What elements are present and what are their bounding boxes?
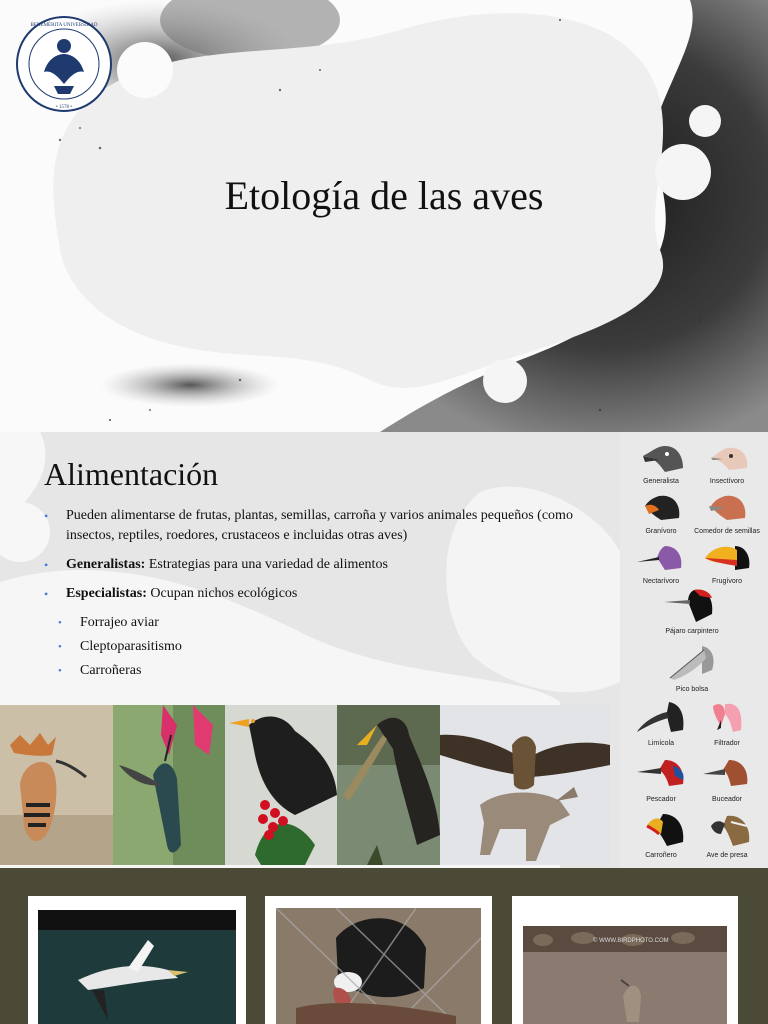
beak-scavenger: Carroñero [626, 812, 696, 859]
bullet-dot-icon: • [44, 509, 49, 523]
raptor-beak-icon [699, 812, 755, 850]
insectivore-beak-icon [701, 442, 753, 476]
bullet-bold-label: Generalistas: [66, 557, 146, 572]
photo-card-sandpiper [512, 896, 738, 1024]
feeding-slide [0, 432, 768, 868]
woodpecker-beak-icon [662, 586, 722, 626]
sub-bullet-text: Forrajeo aviar [80, 615, 159, 630]
hoopoe-photo [0, 705, 113, 865]
sub-list-item [44, 613, 604, 633]
svg-text:BENEMÉRITA UNIVERSIDAD: BENEMÉRITA UNIVERSIDAD [30, 23, 98, 28]
slide-title: Etología de las aves [224, 173, 544, 218]
beak-frugivore: Frugívoro [692, 542, 762, 585]
beak-types-diagram [620, 438, 768, 868]
filter-beak-icon [699, 700, 755, 738]
sub-list-item [44, 661, 604, 681]
bullet-dot-icon: • [58, 617, 62, 629]
beak-filter: Filtrador [692, 700, 762, 747]
beak-pouch: Pico bolsa [652, 644, 732, 693]
blackbird-photo [225, 705, 337, 865]
beak-generalist: Generalista [626, 442, 696, 485]
bullet-text: Estrategias para una variedad de alimentos [145, 557, 388, 572]
list-item [44, 584, 604, 604]
cormorant-photo [337, 705, 440, 865]
beak-granivore: Granívoro [626, 492, 696, 535]
sub-list-item [44, 637, 604, 657]
sub-bullet-text: Carroñeras [80, 663, 142, 678]
beak-woodpecker: Pájaro carpintero [652, 586, 732, 635]
photo-card-gannet [28, 896, 246, 1024]
hummingbird-photo [113, 705, 225, 865]
bullet-dot-icon: • [58, 665, 62, 677]
nectarivore-beak-icon [635, 542, 687, 576]
beak-diver: Buceador [692, 756, 762, 803]
beak-seed-eater: Comedor de semillas [692, 492, 762, 535]
svg-text:• 1578 •: • 1578 • [55, 105, 73, 110]
generalist-beak-icon [635, 442, 687, 476]
list-item [44, 555, 604, 575]
eagle-photo [440, 705, 610, 865]
beak-wader: Limícola [626, 700, 696, 747]
diver-beak-icon [699, 756, 755, 794]
seed-eater-beak-icon [701, 492, 753, 526]
condor-photo [276, 908, 481, 1024]
university-seal [14, 14, 114, 114]
photo-watermark: © WWW.BIRDPHOTO.COM [593, 938, 669, 944]
title-slide [0, 0, 768, 432]
beak-insectivore: Insectívoro [692, 442, 762, 485]
wader-beak-icon [633, 700, 689, 738]
beak-fisher: Pescador [626, 756, 696, 803]
granivore-beak-icon [635, 492, 687, 526]
bullet-bold-label: Especialistas: [66, 586, 147, 601]
bullet-text: Pueden alimentarse de frutas, plantas, semillas, carroña y varios animales pequeños (como insectos, reptiles, roedores, crustaceos e incluidas otras aves) [66, 508, 573, 543]
photo-card-condor [265, 896, 492, 1024]
pouch-beak-icon [662, 644, 722, 684]
photos-slide [0, 868, 768, 1024]
frugivore-beak-icon [701, 542, 753, 576]
sandpiper-photo [523, 926, 727, 1024]
beak-nectarivore: Nectarívoro [626, 542, 696, 585]
bullet-dot-icon: • [44, 587, 49, 601]
beak-raptor: Ave de presa [692, 812, 762, 859]
gannet-photo [38, 910, 236, 1024]
list-item [44, 506, 604, 546]
bullet-dot-icon: • [44, 558, 49, 572]
bullet-dot-icon: • [58, 641, 62, 653]
sub-bullet-text: Cleptoparasitismo [80, 639, 182, 654]
fisher-beak-icon [633, 756, 689, 794]
bullet-text: Ocupan nichos ecológicos [146, 586, 298, 601]
scavenger-beak-icon [633, 812, 689, 850]
section-heading: Alimentación [44, 456, 219, 492]
bullet-list [44, 506, 604, 685]
